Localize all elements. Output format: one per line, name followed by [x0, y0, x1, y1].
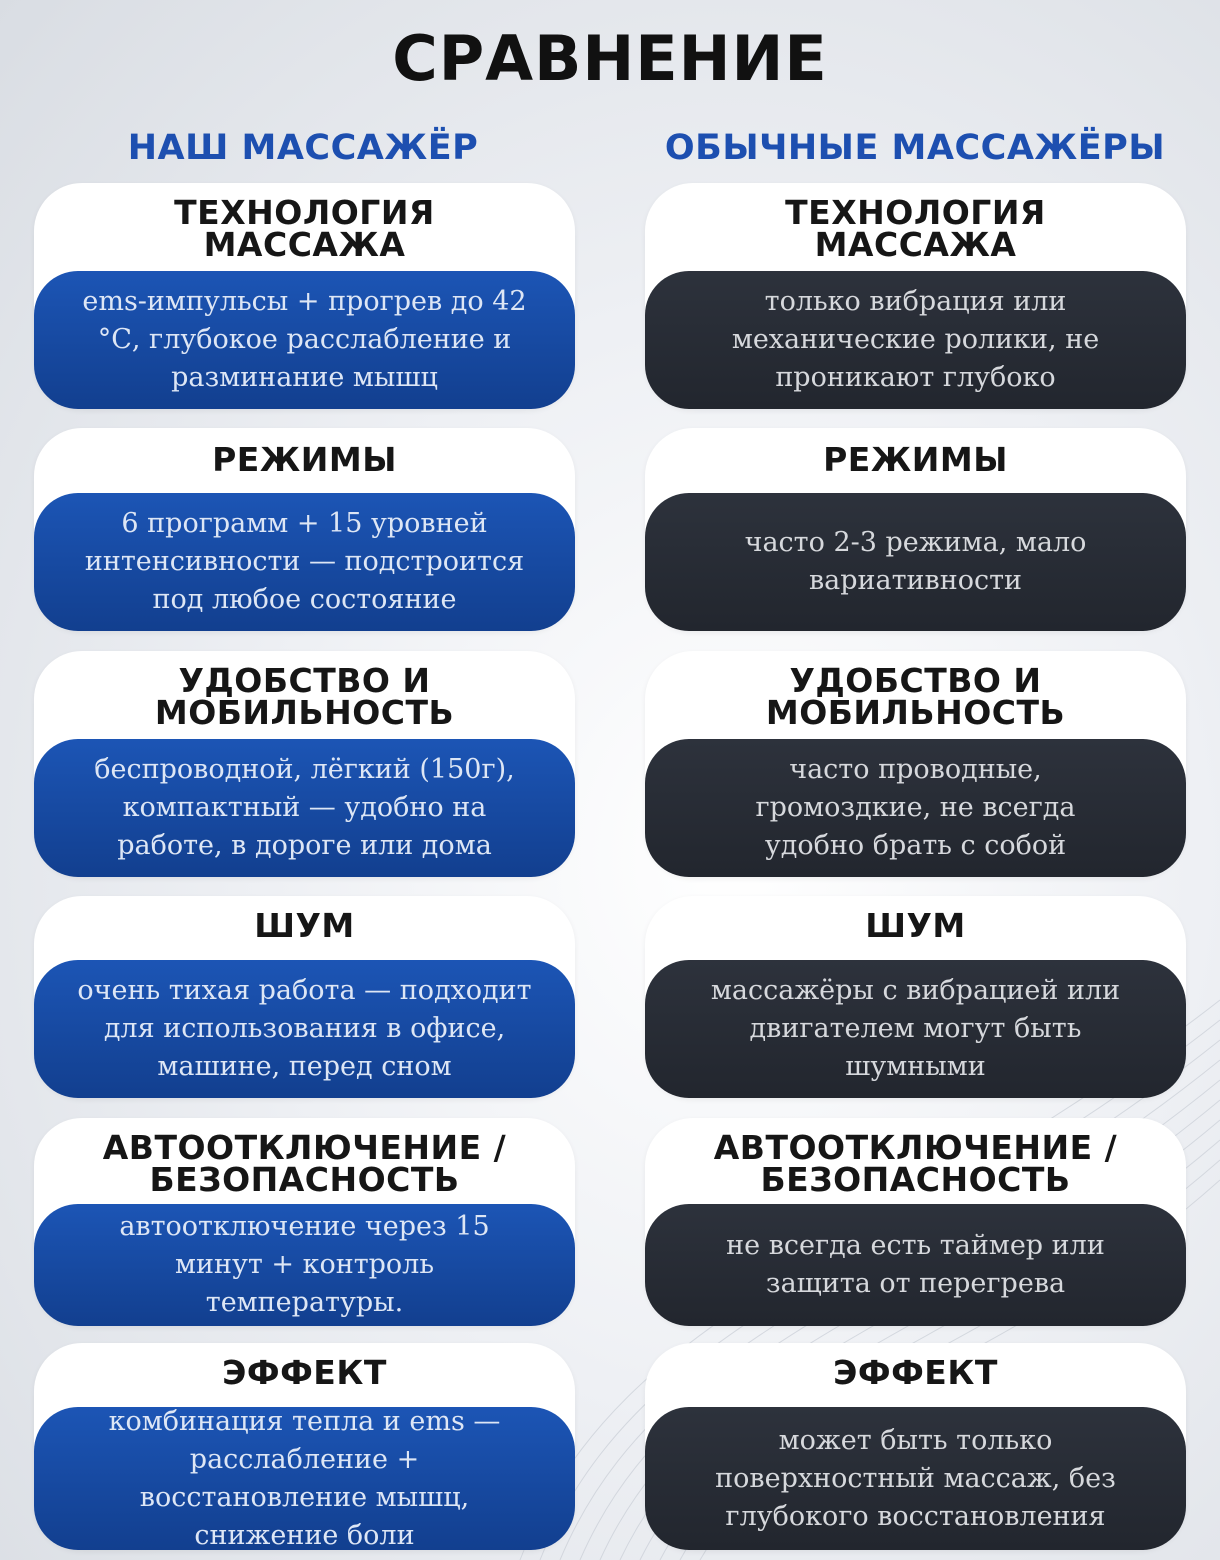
- card-description: очень тихая работа — подходит для использования в офисе, машине, перед сном: [34, 960, 575, 1098]
- card-description: ems-импульсы + прогрев до 42 °С, глубокое расслабление и разминание мышц: [34, 271, 575, 409]
- comparison-card-ours: [34, 183, 575, 409]
- column-heading-regular: ОБЫЧНЫЕ МАССАЖЁРЫ: [664, 128, 1166, 168]
- card-title: ЭФФЕКТ: [833, 1353, 998, 1392]
- comparison-card-regular: [645, 896, 1186, 1098]
- card-description: беспроводной, лёгкий (150г), компактный — удобно на работе, в дороге или дома: [34, 739, 575, 877]
- card-description: часто проводные, громоздкие, не всегда удобно брать с собой: [645, 739, 1186, 877]
- card-title: ЭФФЕКТ: [222, 1353, 387, 1392]
- comparison-card-ours: [34, 428, 575, 631]
- card-title: ШУМ: [865, 906, 966, 945]
- card-description: массажёры с вибрацией или двигателем могут быть шумными: [645, 960, 1186, 1098]
- card-description: 6 программ + 15 уровней интенсивности — подстроится под любое состояние: [34, 493, 575, 631]
- card-title: АВТООТКЛЮЧЕНИЕ / БЕЗОПАСНОСТЬ: [713, 1128, 1118, 1199]
- card-title: ШУМ: [254, 906, 355, 945]
- card-title: РЕЖИМЫ: [212, 440, 397, 479]
- comparison-card-regular: [645, 651, 1186, 877]
- comparison-card-ours: [34, 1343, 575, 1550]
- card-title: ТЕХНОЛОГИЯ МАССАЖА: [174, 193, 435, 264]
- card-title: УДОБСТВО И МОБИЛЬНОСТЬ: [154, 661, 455, 732]
- comparison-card-ours: [34, 651, 575, 877]
- card-description: может быть только поверхностный массаж, без глубокого восстановления: [645, 1407, 1186, 1550]
- comparison-card-ours: [34, 896, 575, 1098]
- card-description: автоотключение через 15 минут + контроль температуры.: [34, 1204, 575, 1326]
- comparison-card-regular: [645, 1118, 1186, 1326]
- column-heading-ours: НАШ МАССАЖЁР: [127, 128, 479, 168]
- comparison-card-regular: [645, 1343, 1186, 1550]
- card-title: УДОБСТВО И МОБИЛЬНОСТЬ: [765, 661, 1066, 732]
- comparison-card-regular: [645, 428, 1186, 631]
- page-title: СРАВНЕНИЕ: [392, 22, 828, 95]
- card-title: ТЕХНОЛОГИЯ МАССАЖА: [785, 193, 1046, 264]
- comparison-card-ours: [34, 1118, 575, 1326]
- card-description: не всегда есть таймер или защита от перегрева: [645, 1204, 1186, 1326]
- card-title: РЕЖИМЫ: [823, 440, 1008, 479]
- comparison-card-regular: [645, 183, 1186, 409]
- card-description: только вибрация или механические ролики, не проникают глубоко: [645, 271, 1186, 409]
- card-description: часто 2-3 режима, мало вариативности: [645, 493, 1186, 631]
- card-description: комбинация тепла и ems — расслабление + восстановление мышц, снижение боли: [34, 1407, 575, 1550]
- card-title: АВТООТКЛЮЧЕНИЕ / БЕЗОПАСНОСТЬ: [102, 1128, 507, 1199]
